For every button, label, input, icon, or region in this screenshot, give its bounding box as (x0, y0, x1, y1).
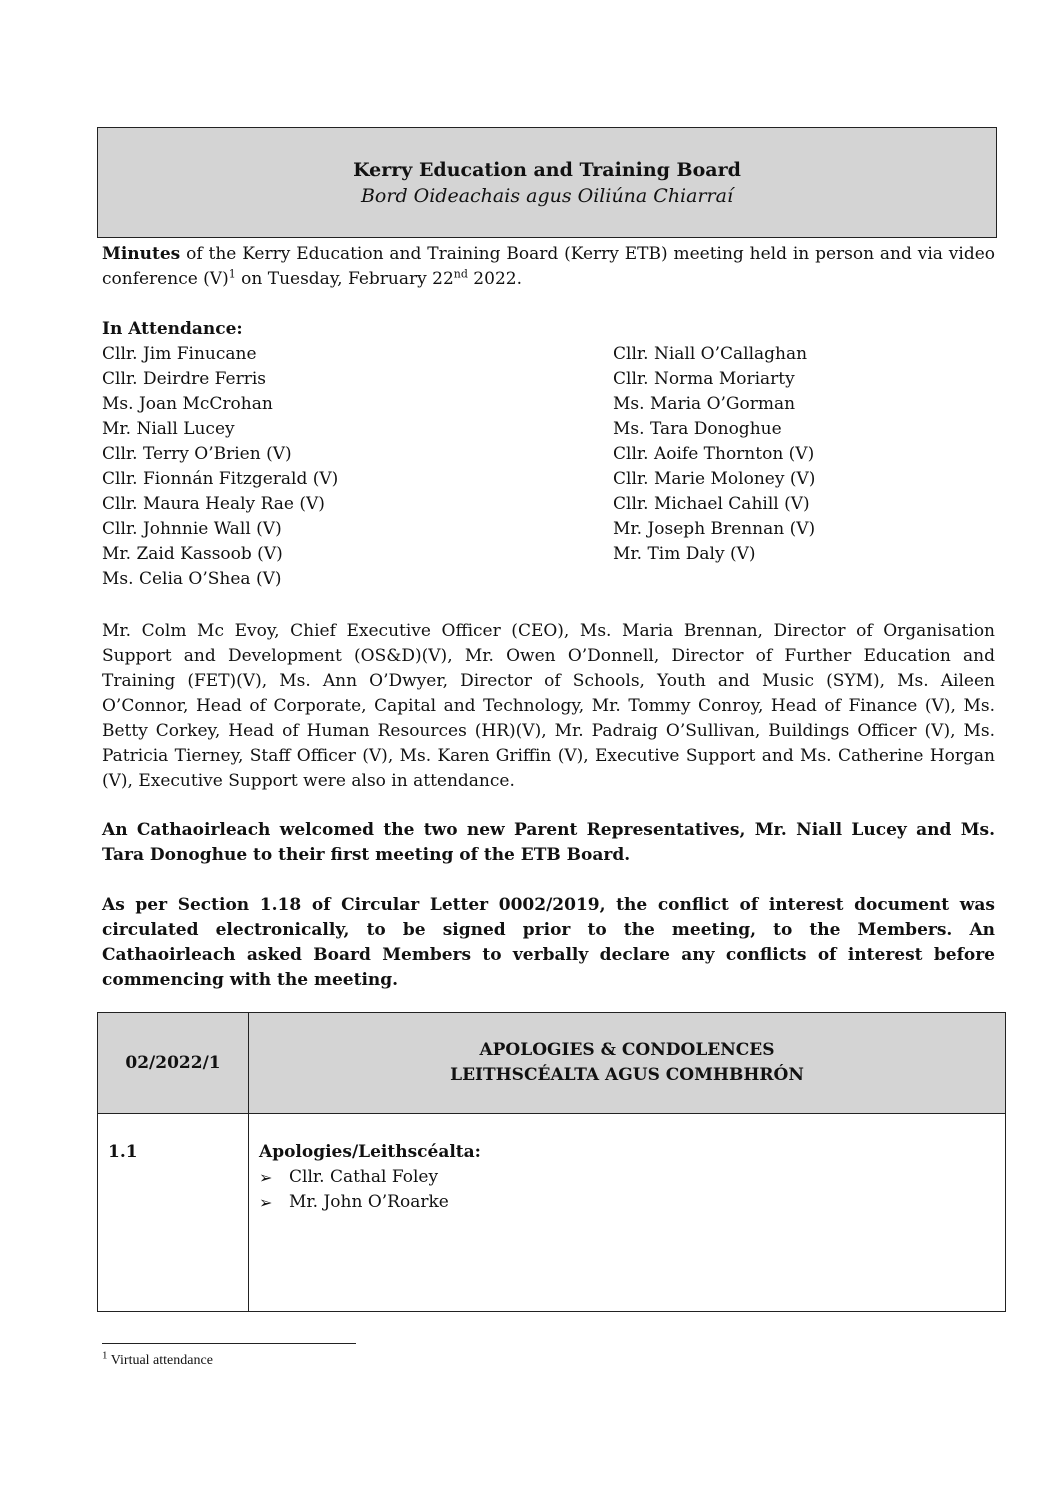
document-subtitle: Bord Oideachais agus Oiliúna Chiarraí (360, 184, 734, 207)
intro-lead: Minutes (102, 244, 181, 264)
agenda-title-english: APOLOGIES & CONDOLENCES (479, 1040, 775, 1060)
document-header (97, 127, 997, 238)
apology-name: Cllr. Cathal Foley (289, 1167, 439, 1187)
list-item (259, 1165, 1005, 1190)
agenda-ref: 02/2022/1 (98, 1013, 249, 1114)
attendee: Cllr. Maura Healy Rae (V) (102, 494, 325, 514)
attendee: Cllr. Jim Finucane (102, 344, 257, 364)
footnote-divider (102, 1343, 356, 1344)
attendee: Mr. Zaid Kassoob (V) (102, 544, 283, 564)
footnote-marker: 1 (102, 1349, 108, 1362)
attendee: Ms. Celia O’Shea (V) (102, 569, 282, 589)
attendance-heading: In Attendance: (102, 319, 243, 339)
arrow-bullet-icon: ➢ (259, 1168, 273, 1187)
footnote-text: Virtual attendance (107, 1353, 213, 1368)
attendee: Mr. Niall Lucey (102, 419, 235, 439)
attendee: Cllr. Marie Moloney (V) (613, 469, 816, 489)
agenda-title (249, 1013, 1006, 1114)
date-suffix: nd (453, 267, 468, 281)
attendee: Cllr. Johnnie Wall (V) (102, 519, 282, 539)
welcome-paragraph: An Cathaoirleach welcomed the two new Parent Representatives, Mr. Niall Lucey and Ms. Tara Donoghue to their first meeting of the ETB Board. (102, 820, 995, 865)
attendee: Cllr. Aoife Thornton (V) (613, 444, 815, 464)
agenda-header-row (98, 1013, 1006, 1114)
attendee: Ms. Joan McCrohan (102, 394, 273, 414)
intro-paragraph (102, 242, 995, 292)
attendee: Cllr. Niall O’Callaghan (613, 344, 808, 364)
intro-text-3: 2022. (467, 269, 522, 289)
footnote (102, 1349, 213, 1370)
attendee: Mr. Tim Daly (V) (613, 544, 756, 564)
agenda-title-irish: LEITHSCÉALTA AGUS COMHBHRÓN (450, 1065, 804, 1085)
footnote-reference[interactable]: 1 (228, 267, 236, 281)
attendance-list-left (102, 342, 338, 592)
agenda-table (97, 1012, 1006, 1312)
attendee: Mr. Joseph Brennan (V) (613, 519, 816, 539)
intro-text-2: on Tuesday, February 22 (235, 269, 454, 289)
intro-text-1: of the Kerry Education and Training Board (Kerry ETB) meeting held in person and via video conference (V) (102, 244, 995, 289)
staff-attendance-paragraph: Mr. Colm Mc Evoy, Chief Executive Officer (CEO), Ms. Maria Brennan, Director of Organisation Support and Development (OS&D)(V), Mr. Owen O’Donnell, Director of Further Education and Training (FET)(V), Ms. Ann O’Dwyer, Director of Schools, Youth and Music (SYM), Ms. Aileen O’Connor, Head of Corporate, Capital and Technology, Mr. Tommy Conroy, Head of Finance (V), Ms. Betty Corkey, Head of Human Resources (HR)(V), Mr. Padraig O’Sullivan, Buildings Officer (V), Ms. Patricia Tierney, Staff Officer (V), Ms. Karen Griffin (V), Executive Support and Ms. Catherine Horgan (V), Executive Support were also in attendance. (102, 621, 995, 791)
conflict-of-interest-paragraph: As per Section 1.18 of Circular Letter 0002/2019, the conflict of interest document was circulated electronically, to be signed prior to the meeting, to the Members. An Cathaoirleach asked Board Members to verbally declare any conflicts of interest before commencing with the meeting. (102, 895, 995, 990)
attendee: Cllr. Michael Cahill (V) (613, 494, 810, 514)
apology-name: Mr. John O’Roarke (289, 1192, 449, 1212)
attendee: Cllr. Deirdre Ferris (102, 369, 267, 389)
attendee: Cllr. Terry O’Brien (V) (102, 444, 292, 464)
list-item (259, 1190, 1005, 1215)
attendee: Ms. Tara Donoghue (613, 419, 782, 439)
attendee: Ms. Maria O’Gorman (613, 394, 796, 414)
arrow-bullet-icon: ➢ (259, 1193, 273, 1212)
document-title: Kerry Education and Training Board (353, 158, 741, 181)
apologies-heading: Apologies/Leithscéalta: (259, 1142, 481, 1162)
item-content (249, 1114, 1006, 1312)
attendee: Cllr. Fionnán Fitzgerald (V) (102, 469, 339, 489)
attendance-list-right (613, 342, 815, 567)
attendee: Cllr. Norma Moriarty (613, 369, 795, 389)
agenda-item-row (98, 1114, 1006, 1312)
item-number: 1.1 (98, 1114, 249, 1312)
